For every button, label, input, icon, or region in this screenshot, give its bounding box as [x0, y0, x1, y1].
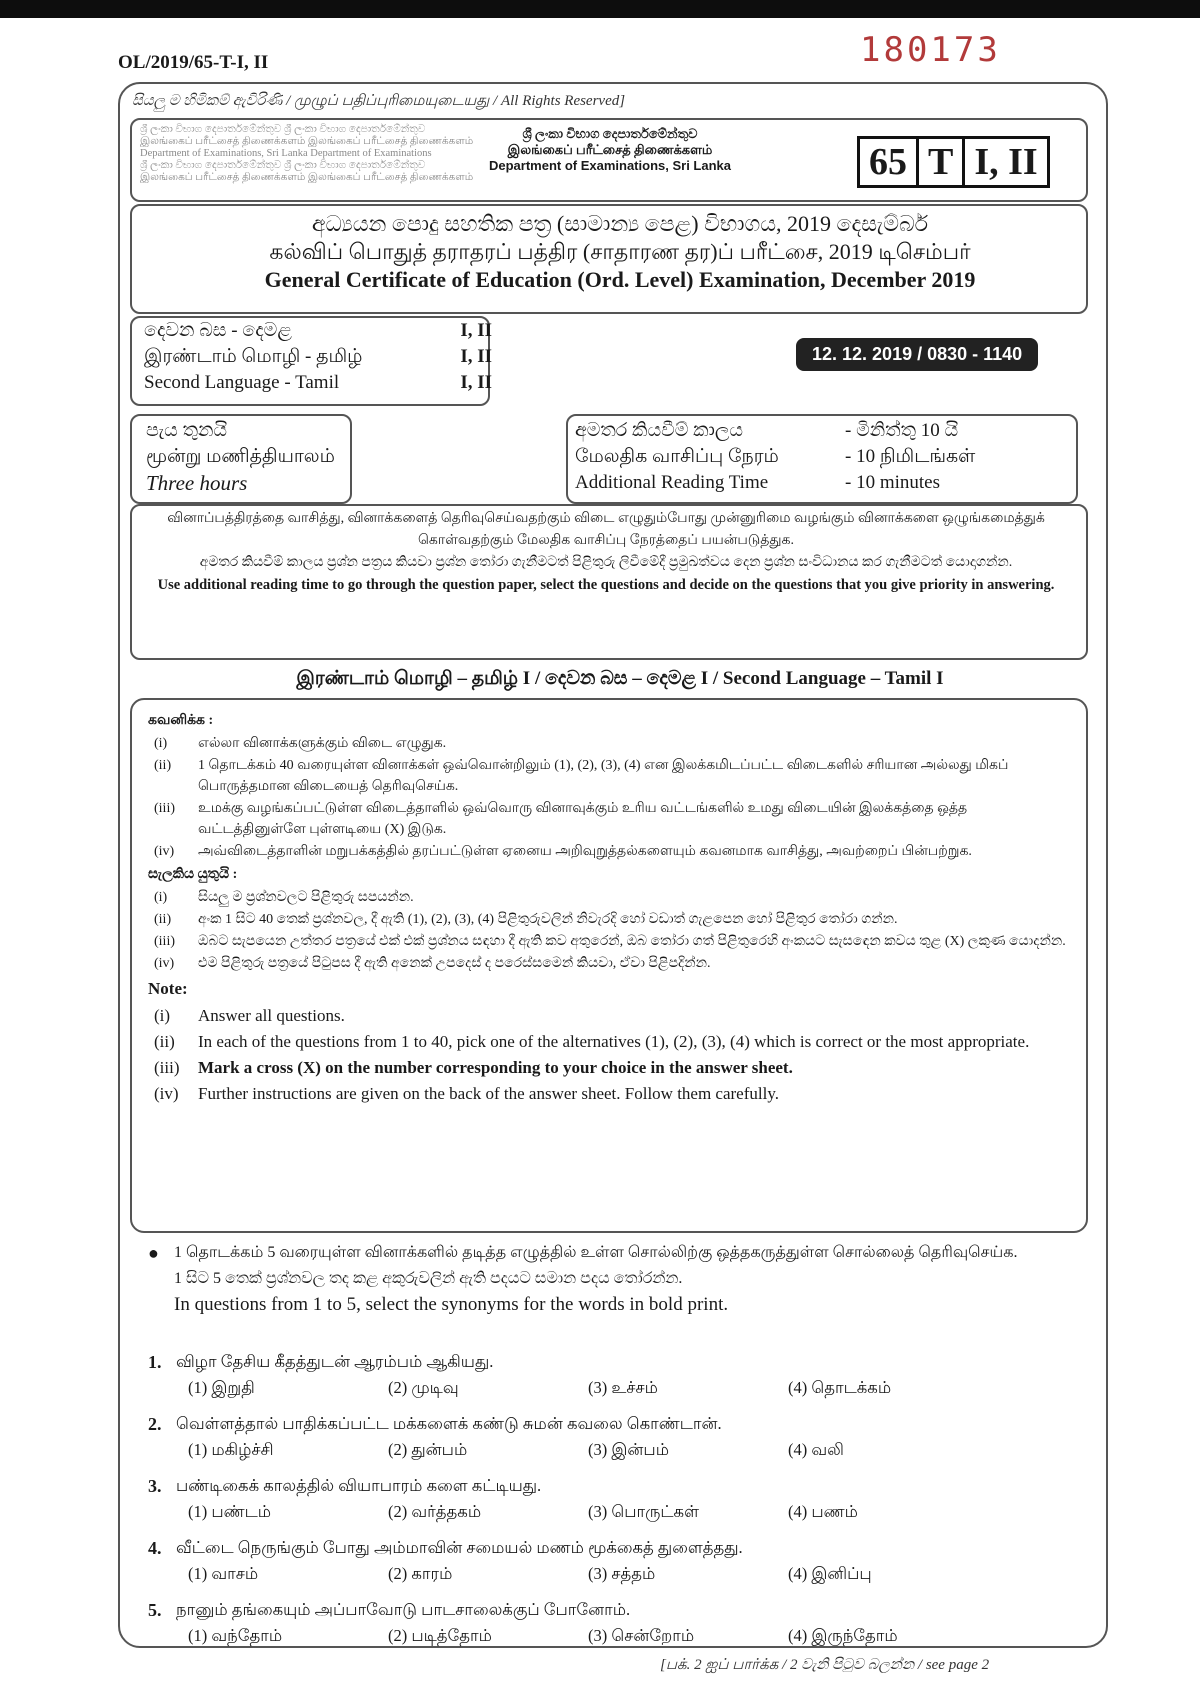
question — [148, 1600, 1088, 1662]
exam-title-english: General Certificate of Education (Ord. Level) Examination, December 2019 — [264, 267, 976, 292]
reading-row — [575, 444, 1075, 470]
strip-line: இலங்கைப் பரீட்சைத் திணைக்களம் இலங்கைப் பரீட்சைத் திணைக்களம் — [140, 172, 474, 183]
question-option: (3) சென்றோம் — [588, 1626, 695, 1645]
note-text: 1 தொடக்கம் 40 வரையுள்ள வினாக்கள் ஒவ்வொன்றிலும் (1), (2), (3), (4) என இலக்கமிடப்பட்ட விடைகளில் சரியான அல்லது மிகப் பொருத்தமான விடையைத் தெரிவுசெய்க. — [198, 758, 1009, 794]
note-number: (ii) — [154, 912, 172, 927]
subject-code-box — [860, 136, 1050, 188]
note-number: (i) — [154, 890, 168, 905]
question-option: (1) மகிழ்ச்சி — [188, 1440, 274, 1459]
strip-line: ශ්‍රී ලංකා විභාග දෙපාර්තමේන්තුව ශ්‍රී ලංකා විභාග දෙපාර්තමේන්තුව — [140, 124, 426, 135]
section-english: In questions from 1 to 5, select the synonyms for the words in bold print. — [174, 1294, 729, 1315]
reading-value: - 10 நிமிடங்கள் — [845, 446, 976, 467]
subject-level: I, II — [460, 320, 492, 341]
question-option: (2) துன்பம் — [388, 1440, 468, 1459]
note-item — [148, 1055, 1070, 1080]
question-number: 3. — [148, 1476, 162, 1496]
question-option: (3) உச்சம் — [588, 1378, 658, 1397]
question — [148, 1476, 1088, 1538]
subject-name: Second Language - Tamil — [144, 372, 340, 393]
reading-value: - 10 minutes — [845, 472, 940, 493]
note-item — [148, 1081, 1070, 1106]
question-number: 1. — [148, 1352, 162, 1372]
question — [148, 1538, 1088, 1600]
question-option: (1) வாசம் — [188, 1564, 259, 1583]
question-option: (4) இனிப்பு — [788, 1564, 872, 1583]
reading-time — [575, 418, 1075, 496]
paper-label: இரண்டாம் மொழி – தமிழ் I / දෙවන බස – දෙමළ I / Second Language – Tamil I — [296, 668, 944, 689]
notes-box — [130, 698, 1088, 1233]
exam-date-time: 12. 12. 2019 / 0830 - 1140 — [796, 338, 1038, 371]
note-item — [148, 953, 1070, 974]
note-text: Mark a cross (X) on the number corresponding to your choice in the answer sheet. — [198, 1058, 793, 1077]
top-black-bar — [0, 0, 1200, 18]
exam-title-sinhala: අධ්‍යයන පොදු සහතික පත්‍ර (සාමාන්‍ය පෙළ) විභාගය, 2019 දෙසැම්බර් — [311, 211, 929, 236]
note-item — [148, 931, 1070, 952]
question-option: (4) வலி — [788, 1440, 844, 1459]
strip-line: இலங்கைப் பரீட்சைத் திணைக்களம் இலங்கைப் பரீட்சைத் திணைக்களம் — [140, 136, 474, 147]
duration-tamil: மூன்று மணித்தியாலம் — [146, 446, 335, 467]
subject-row — [138, 344, 498, 370]
question — [148, 1414, 1088, 1476]
note-text: Answer all questions. — [198, 1006, 345, 1025]
reading-label: අමතර කියවීම් කාලය — [575, 420, 744, 441]
instructions-sinhala: අමතර කියවීම් කාලය ප්‍රශ්න පත්‍රය කියවා ප්‍රශ්න තෝරා ගැනීමටත් පිළිතුරු ලිවීමේදී ප්‍රමුඛත්වය දෙන ප්‍රශ්න සංවිධානය කර ගැනීමටත් යොදාගන්න. — [199, 555, 1013, 570]
note-item — [148, 841, 1070, 862]
department-english: Department of Examinations, Sri Lanka — [488, 158, 731, 173]
note-number: (iv) — [154, 956, 175, 971]
subject-name: இரண்டாம் மொழி - தமிழ் — [144, 346, 363, 367]
question-option: (3) இன்பம் — [588, 1440, 669, 1459]
reading-row — [575, 418, 1075, 444]
note-text: அவ்விடைத்தாளின் மறுபக்கத்தில் தரப்பட்டுள்ள ஏனைய அறிவுறுத்தல்களையும் கவனமாக வாசித்து, அவற்றைப் பின்பற்றுக. — [198, 844, 972, 859]
department-name — [440, 126, 780, 174]
note-number: (ii) — [154, 1032, 175, 1051]
duration-english: Three hours — [146, 471, 248, 495]
subject-code-letter: T — [916, 136, 965, 188]
strip-line: Department of Examinations, Sri Lanka Department of Examinations — [140, 148, 432, 159]
note-text: ඔබට සැපයෙන උත්තර පත්‍රයේ එක් එක් ප්‍රශ්නය සඳහා දී ඇති කව අතුරෙන්, ඔබ තෝරා ගත් පිළිතුරෙහි අංකයට සැසඳෙන කවය තුළ (X) ලකුණ යොදන්න. — [198, 934, 1066, 949]
reading-label: Additional Reading Time — [575, 472, 769, 493]
note-text: உமக்கு வழங்கப்பட்டுள்ள விடைத்தாளில் ஒவ்வொரு வினாவுக்கும் உரிய வட்டங்களில் உமது விடையின் இலக்கத்தை ஒத்த வட்டத்தினுள்ளே புள்ளடியை (X) இடுக. — [198, 801, 968, 837]
question-option: (2) முடிவு — [388, 1378, 459, 1397]
instructions-english: Use additional reading time to go through the question paper, select the questions and decide on the questions that you give priority in answering. — [157, 577, 1055, 593]
subject-level: I, II — [460, 346, 492, 367]
note-number: (iii) — [154, 934, 175, 949]
question-option: (1) பண்டம் — [188, 1502, 272, 1521]
exam-title-tamil: கல்விப் பொதுத் தராதரப் பத்திர (சாதாரண தர)ப் பரீட்சை, 2019 டிசெம்பர் — [269, 239, 971, 264]
question-number: 5. — [148, 1600, 162, 1620]
note-text: එම පිළිතුරු පත්‍රයේ පිටුපස දී ඇති අනෙක් උපදෙස් ද පරෙස්සමෙන් කියවා, ඒවා පිළිපදින්න. — [198, 956, 711, 971]
reading-value: - මිනිත්තු 10 යි — [845, 420, 959, 441]
note-item — [148, 1003, 1070, 1028]
note-item — [148, 1029, 1070, 1054]
question-option: (4) இருந்தோம் — [788, 1626, 898, 1645]
department-tamil: இலங்கைப் பரீட்சைத் திணைக்களம் — [507, 142, 713, 157]
section-tamil: 1 தொடக்கம் 5 வரையுள்ள வினாக்களில் தடித்த எழுத்தில் உள்ள சொல்லிற்கு ஒத்தகருத்துள்ள சொல்லைத் தெரிவுசெய்க. — [174, 1244, 1018, 1261]
bullet-icon: ● — [148, 1243, 159, 1263]
exam-title — [140, 210, 1100, 294]
section-instructions — [148, 1240, 1098, 1318]
paper-code: OL/2019/65-T-I, II — [118, 52, 269, 73]
notes-english-heading: Note: — [148, 979, 188, 998]
note-number: (iv) — [154, 844, 175, 859]
subject-row — [138, 318, 498, 344]
question-option: (2) காரம் — [388, 1564, 453, 1583]
question-text: வெள்ளத்தால் பாதிக்கப்பட்ட மக்களைக் கண்டு சுமன் கவலை கொண்டான். — [176, 1414, 722, 1433]
note-item — [148, 798, 1070, 840]
duration-sinhala: පැය තුනයි — [146, 420, 228, 441]
question-text: பண்டிகைக் காலத்தில் வியாபாரம் களை கட்டியது. — [176, 1476, 542, 1495]
notes-sinhala-heading: සැලකිය යුතුයි : — [148, 867, 238, 882]
reading-row — [575, 470, 1075, 496]
department-sinhala: ශ්‍රී ලංකා විභාග දෙපාර්තමේන්තුව — [522, 126, 698, 141]
question-option: (1) வந்தோம் — [188, 1626, 283, 1645]
question-option: (4) பணம் — [788, 1502, 858, 1521]
question-option: (2) வர்த்தகம் — [388, 1502, 482, 1521]
page-footer: [பக். 2 ஐப் பார்க்க / 2 වැනි පිටුව බලන්න / see page 2 — [660, 1657, 990, 1673]
serial-number: 180173 — [860, 30, 1001, 70]
question-number: 4. — [148, 1538, 162, 1558]
rights-notice: සියලු ම හිමිකම් ඇවිරිණි / முழுப் பதிப்புரிமையுடையது / All Rights Reserved] — [132, 93, 626, 109]
note-text: In each of the questions from 1 to 40, pick one of the alternatives (1), (2), (3), (4) which is correct or the most appropriate. — [198, 1032, 1030, 1051]
note-number: (ii) — [154, 758, 172, 773]
subject-code-number: 65 — [857, 136, 919, 188]
note-text: Further instructions are given on the back of the answer sheet. Follow them carefully. — [198, 1084, 779, 1103]
note-number: (iii) — [154, 1058, 180, 1077]
subject-level: I, II — [460, 372, 492, 393]
note-item — [148, 733, 1070, 754]
section-sinhala: 1 සිට 5 තෙක් ප්‍රශ්නවල තද කළ අකුරුවලින් ඇති පදයට සමාන පදය තෝරන්න. — [174, 1270, 683, 1287]
question-number: 2. — [148, 1414, 162, 1434]
question-option: (3) பொருட்கள் — [588, 1502, 699, 1521]
instructions-tamil: வினாப்பத்திரத்தை வாசித்து, வினாக்களைத் தெரிவுசெய்வதற்கும் விடை எழுதும்போது முன்னுரிமை வழங்கும் வினாக்களை ஒழுங்கமைத்துக் கொள்வதற்கும் மேலதிக வாசிப்பு நேரத்தைப் பயன்படுத்துக. — [167, 511, 1045, 548]
reading-instructions — [138, 508, 1074, 596]
subject-code-papers: I, II — [962, 136, 1049, 188]
note-text: எல்லா வினாக்களுக்கும் விடை எழுதுக. — [198, 736, 447, 751]
note-text: අංක 1 සිට 40 තෙක් ප්‍රශ්නවල, දී ඇති (1), (2), (3), (4) පිළිතුරුවලින් නිවැරදි හෝ වඩාත් ගැළපෙන හෝ පිළිතුර තෝරා ගන්න. — [198, 912, 898, 927]
note-number: (i) — [154, 736, 168, 751]
subject-row — [138, 370, 498, 396]
question-text: நானும் தங்கையும் அப்பாவோடு பாடசாலைக்குப் போனோம். — [176, 1600, 631, 1619]
question-option: (2) படித்தோம் — [388, 1626, 492, 1645]
subject-list — [138, 318, 498, 396]
question-option: (3) சத்தம் — [588, 1564, 656, 1583]
duration — [138, 418, 398, 496]
question-option: (1) இறுதி — [188, 1378, 255, 1397]
note-item — [148, 909, 1070, 930]
question-text: விழா தேசிய கீதத்துடன் ஆரம்பம் ஆகியது. — [176, 1352, 494, 1371]
note-text: සියලු ම ප්‍රශ්නවලට පිළිතුරු සපයන්න. — [198, 890, 414, 905]
question — [148, 1352, 1088, 1414]
notes-tamil-heading: கவனிக்க : — [148, 713, 214, 728]
note-item — [148, 755, 1070, 797]
reading-label: மேலதிக வாசிப்பு நேரம் — [575, 446, 779, 467]
note-item — [148, 887, 1070, 908]
question-list — [148, 1352, 1088, 1662]
note-number: (i) — [154, 1006, 171, 1025]
note-number: (iii) — [154, 801, 175, 816]
subject-name: දෙවන බස - දෙමළ — [144, 320, 292, 341]
question-text: வீட்டை நெருங்கும் போது அம்மாவின் சமையல் மணம் மூக்கைத் துளைத்தது. — [176, 1538, 743, 1557]
strip-line: ශ්‍රී ලංකා විභාග දෙපාර්තමේන්තුව ශ්‍රී ලංකා විභාග දෙපාර්තමේන්තුව — [140, 160, 426, 171]
question-option: (4) தொடக்கம் — [788, 1378, 892, 1397]
note-number: (iv) — [154, 1084, 179, 1103]
